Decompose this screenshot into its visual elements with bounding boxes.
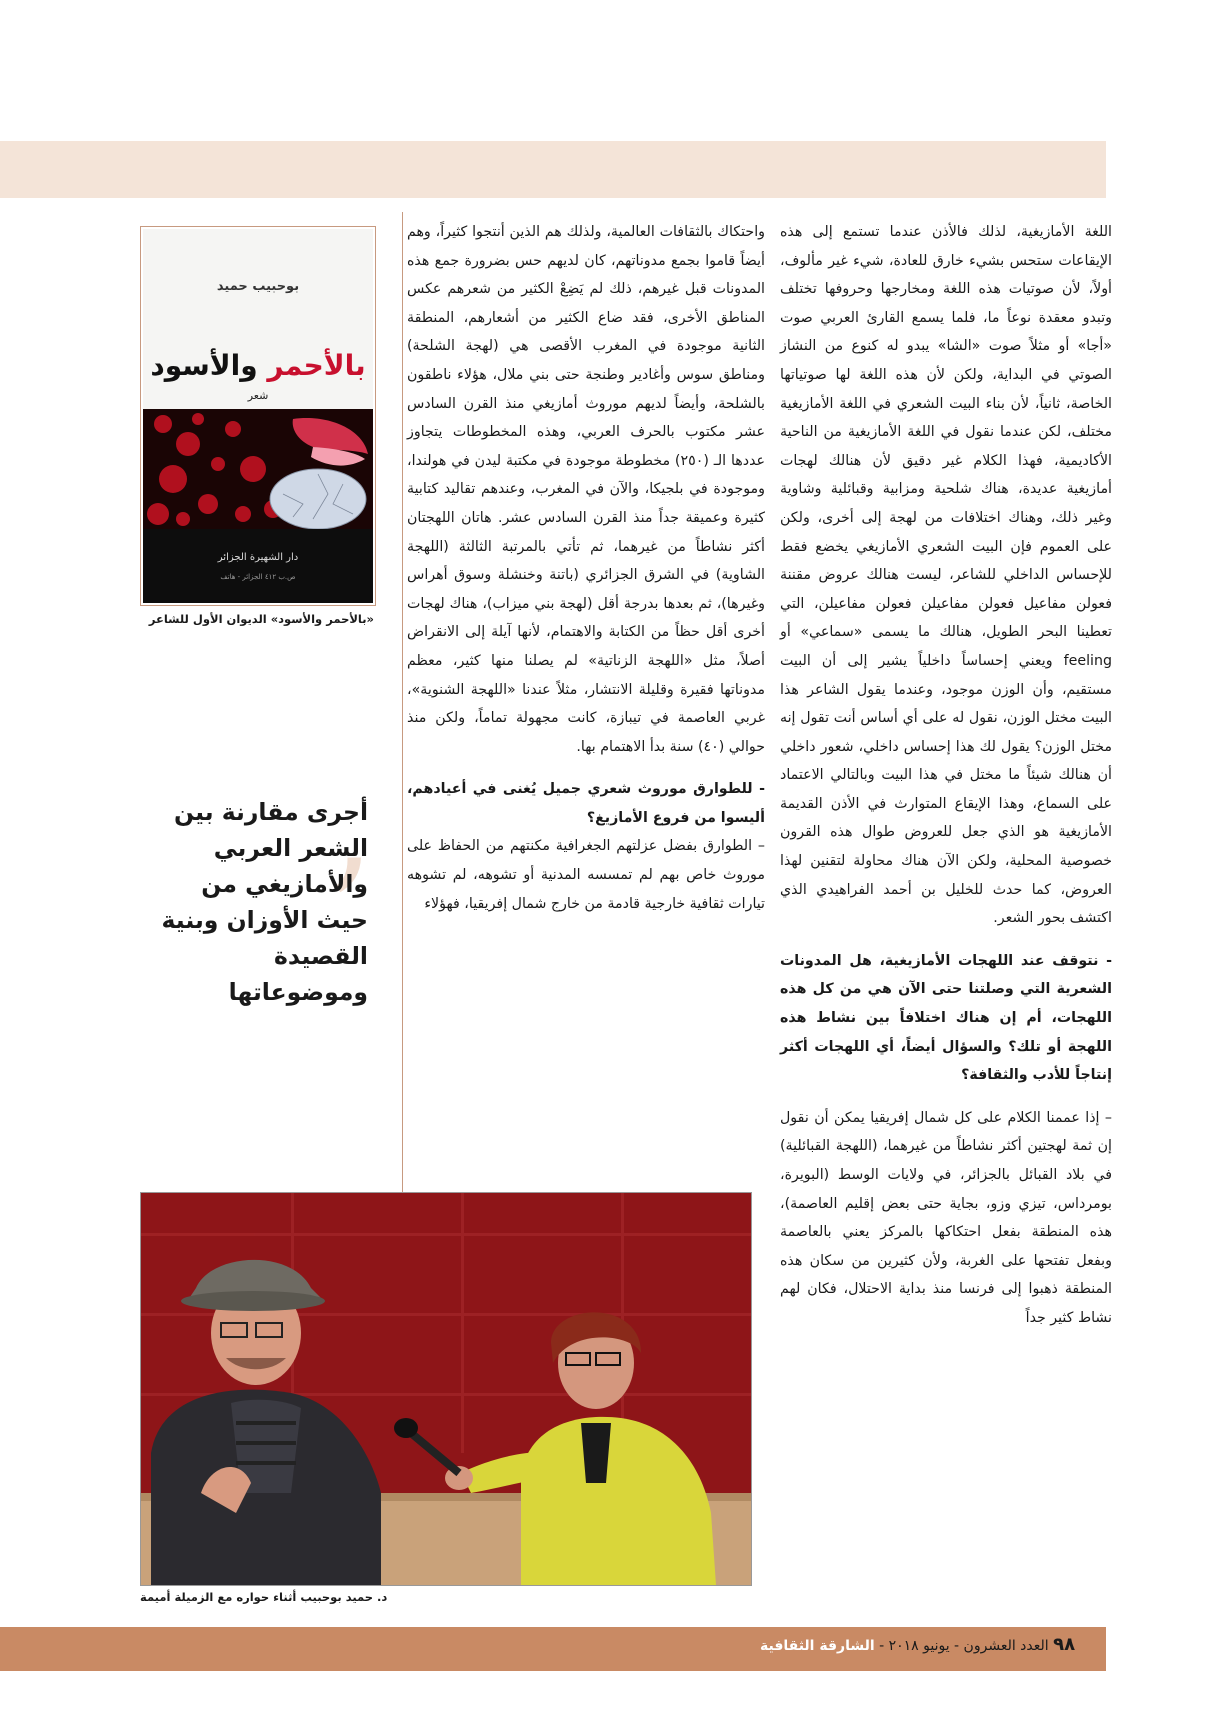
header-band [0, 141, 1106, 198]
magazine-name: الشارقة الثقافية [760, 1638, 875, 1654]
column-divider [402, 212, 403, 1194]
interview-question: - نتوقف عند اللهجات الأمازيغية، هل المدونات الشعرية التي وصلتنا حتى الآن هي من كل هذه اللهجات، أم إن هناك اختلافاً بين نشاط هذه اللهجة أو تلك؟ والسؤال أيضاً، أي اللهجات أكثر إنتاجاً للأدب والثقافة؟ [780, 952, 1112, 1084]
book-caption: «بالأحمر والأسود» الديوان الأول للشاعر [148, 612, 374, 626]
book-title-red: بالأحمر [267, 349, 366, 382]
page-number: ٩٨ [1053, 1634, 1076, 1655]
middle-answer-paragraph-2: – الطوارق بفضل عزلتهم الجغرافية مكنتهم من الحفاظ على موروث خاص بهم لم تمسسه المدنية أو تشوهه، لم تشوهه تيارات ثقافية خارجية قادمة من خارج شمال إفريقيا، فهؤلاء [407, 838, 765, 912]
book-publisher: دار الشهيرة الجزائر [217, 552, 299, 563]
interview-photo-illustration [141, 1193, 751, 1585]
pull-quote: أجرى مقارنة بين الشعر العربي والأمازيغي من حيث الأوزان وبنية القصيدة وموضوعاتها [161, 798, 368, 1006]
interview-photo [140, 1192, 752, 1586]
article-column-middle [407, 218, 765, 918]
book-title [143, 349, 373, 382]
article-column-right [780, 218, 1112, 1333]
photo-caption: د. حميد بوحبيب أثناء حواره مع الزميلة أميمة [140, 1590, 388, 1604]
book-author: بوحبيب حميد [216, 279, 300, 294]
book-publisher-details: ص.ب ٤١٢ الجزائر - هاتف [220, 573, 296, 581]
interview-question-2: - للطوارق موروث شعري جميل يُغنى في أعيادهم، أليسوا من فروع الأمازيغ؟ [407, 781, 765, 826]
book-bottom-band [143, 529, 373, 603]
quote-mark-icon: , [330, 744, 375, 907]
book-subtitle: شعر [247, 389, 269, 402]
issue-info: العدد العشرون - يونيو ٢٠١٨ - [879, 1638, 1049, 1654]
book-cover [140, 226, 376, 606]
footer [760, 1634, 1080, 1655]
answer-paragraph: اللغة الأمازيغية، لذلك فالأذن عندما تستمع إلى هذه الإيقاعات ستحس بشيء خارق للعادة، شيء غير مألوف، أولاً، لأن صوتيات هذه اللغة ومخارجها وحروفها تختلف وتبدو معقدة نوعاً ما، فلما يسمع القارئ العربي صوت «أجا» أو مثلاً صوت «الشا» يبدو له كنوع من النشاز الصوتي في البداية، ولكن لأن هذه اللغة لها صوتياتها الخاصة، ثانياً، لأن بناء البيت الشعري في اللغة الأمازيغية مختلف، لكن عندما نقول في اللغة الأمازيغية من الناحية الأكاديمية، فهذا الكلام غير دقيق لأن هنالك لهجات أمازيغية عديدة، هناك شلحية ومزابية وقبائلية وشاوية وغير ذلك، وهناك اختلافات من لهجة إلى أخرى، ولكن على العموم فإن البيت الشعري الأمازيغي يخضع فقط للإحساس الداخلي للشاعر، ليست هنالك عروض مقننة فعولن مفاعيل فعولن مفاعيلن فعولن مفاعيلن، التي تعطينا البحر الطويل، هنالك ما يسمى «سماعي» أو feeling ويعني إحساساً داخلياً يشير إلى أن البيت مستقيم، وأن الوزن موجود، وعندما يقول الشاعر هذا البيت مختل الوزن، نقول له على أي أساس أنت تقول إنه مختل الوزن؟ يقول لك هذا إحساس داخلي، شعور داخلي أن هنالك شيئاً ما مختل في هذا البيت وبالتالي الاعتماد على السماع، وهذا الإيقاع المتوارث في الأذن القديمة الأمازيغية هو الذي جعل للعروض طوال هذه القرون خصوصية المحلية، ولكن الآن هناك محاولة لتقنين لهذا العروض، كما حدث للخليل بن أحمد الفراهيدي الذي اكتشف بحور الشعر. [780, 224, 1112, 927]
answer-paragraph-2: – إذا عممنا الكلام على كل شمال إفريقيا يمكن أن نقول إن ثمة لهجتين أكثر نشاطاً من غيرهما، (اللهجة القبائلية) في بلاد القبائل بالجزائر، في ولايات الوسط (البويرة، بومرداس، تيزي وزو، بجاية حتى بعض إقليم العاصمة)، هذه المنطقة بفعل احتكاكها بالمركز يعني بالعاصمة وبفعل تفتحها على الغربة، ولأن كثيرين من سكان هذه المنطقة ذهبوا إلى فرنسا منذ بداية الاحتلال، فكان لهم نشاط كثير جداً [780, 1109, 1112, 1326]
middle-answer-paragraph: واحتكاك بالثقافات العالمية، ولذلك هم الذين أنتجوا كثيراً، وهم أيضاً قاموا بجمع مدوناتهم، كان لديهم حس بضرورة جمع هذه المدونات قبل غيرهم، ذلك لم يَضِعْ الكثير من شعرهم عكس المناطق الأخرى، فقد ضاع الكثير من أشعارهم، المنطقة الثانية موجودة في المغرب الأقصى هي (لهجة الشلحة) ومناطق سوس وأغادير وطنجة حتى بني ملال، هؤلاء ناطقون بالشلحة، وأيضاً لديهم موروث أمازيغي منذ القرن السادس عشر مكتوب بالحرف العربي، وهذه المخطوطات يتجاوز عددها الـ (٢٥٠) مخطوطة موجودة في مكتبة ليدن في هولندا، وموجودة في بلجيكا، والآن في المغرب، وعندهم تقاليد كتابية كثيرة وعميقة جداً منذ القرن السادس عشر. هاتان اللهجتان أكثر نشاطاً من غيرهما، ثم تأتي بالمرتبة الثالثة (اللهجة الشاوية) في الشرق الجزائري (باتنة وخنشلة وسوق أهراس وغيرها)، ثم بعدها بدرجة أقل (لهجة بني ميزاب)، هناك لهجات أخرى أقل حظاً من الكتابة والاهتمام، لأنها آيلة إلى الانقراض أصلاً، مثل «اللهجة الزناتية» لم يصلنا منها كثير، معظم مدوناتها فقيرة وقليلة الانتشار، مثلاً عندنا «اللهجة الشنوية»، غربي العاصمة في تيبازة، كانت مجهولة تماماً، ولكن منذ حوالي (٤٠) سنة بدأ الاهتمام بها. [407, 224, 765, 755]
book-title-black: والأسود [150, 349, 268, 382]
book-cover-art [143, 409, 373, 529]
